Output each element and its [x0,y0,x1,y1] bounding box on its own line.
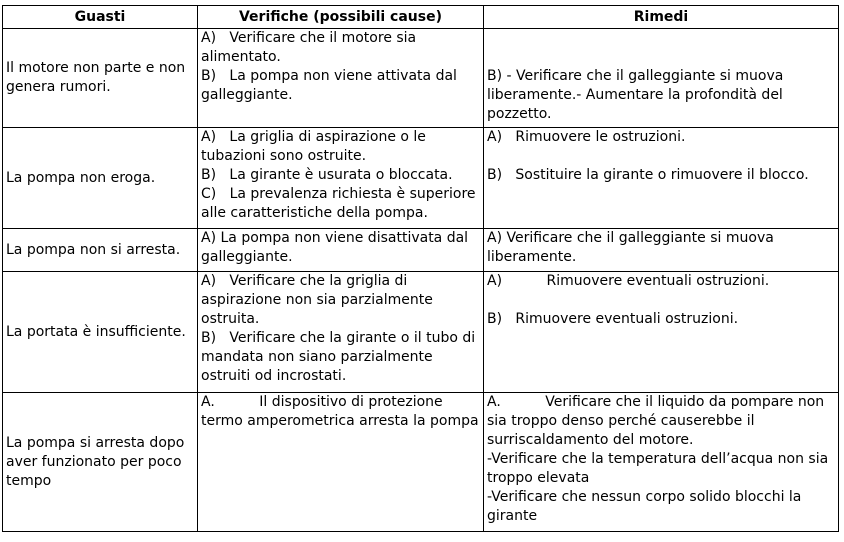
blank-line [487,29,835,48]
remedies-cell [484,393,839,532]
remedy-item: B) - Verificare che il galleggiante si muova liberamente.- Aumentare la profondità del pozzetto. [487,68,788,122]
header-row [3,6,839,29]
remedy-item: B) Rimuovere eventuali ostruzioni. [487,311,739,327]
check-item: B) La pompa non viene attivata dal galleggiante. [201,68,462,103]
remedy-item: A) Rimuovere eventuali ostruzioni. [487,273,770,289]
remedy-item: -Verificare che la temperatura dell’acqua non sia troppo elevata [487,451,833,486]
checks-cell [198,229,484,272]
remedy-item: B) Sostituire la girante o rimuovere il blocco. [487,167,809,183]
checks-cell [198,128,484,229]
header-verifiche: Verifiche (possibili cause) [198,6,484,29]
check-item: A) La pompa non viene disattivata dal galleggiante. [201,230,473,265]
checks-cell [198,272,484,393]
remedy-item: A) Verificare che il galleggiante si muova liberamente. [487,230,779,265]
table-row [3,272,839,393]
check-item: B) Verificare che la girante o il tubo di mandata non siano parzialmente ostruiti od incrostati. [201,330,480,384]
blank-line [487,48,835,67]
check-item: A) La griglia di aspirazione o le tubazioni sono ostruite. [201,129,431,164]
blank-line [487,147,835,166]
blank-line [487,291,835,310]
header-rimedi: Rimedi [484,6,839,29]
check-item: A) Verificare che il motore sia alimentato. [201,30,421,65]
fault-cell: La portata è insufficiente. [3,272,198,393]
remedies-cell [484,272,839,393]
remedy-item: A) Rimuovere le ostruzioni. [487,129,686,145]
table-row [3,29,839,128]
troubleshooting-table [2,5,839,532]
checks-cell [198,29,484,128]
fault-cell: La pompa non si arresta. [3,229,198,272]
troubleshooting-table-wrapper [2,5,839,532]
remedies-cell [484,29,839,128]
check-item: B) La girante è usurata o bloccata. [201,167,453,183]
remedies-cell [484,128,839,229]
check-item: A) Verificare che la griglia di aspirazione non sia parzialmente ostruita. [201,273,438,327]
table-row [3,128,839,229]
check-item: C) La prevalenza richiesta è superiore alle caratteristiche della pompa. [201,186,480,221]
remedy-item: A. Verificare che il liquido da pompare non sia troppo denso perché causerebbe il surriscaldamento del motore. [487,394,829,448]
fault-cell: La pompa non eroga. [3,128,198,229]
remedies-cell [484,229,839,272]
header-guasti: Guasti [3,6,198,29]
checks-cell [198,393,484,532]
check-item: A. Il dispositivo di protezione termo amperometrica arresta la pompa [201,394,479,429]
table-row [3,393,839,532]
table-row [3,229,839,272]
fault-cell: La pompa si arresta dopo aver funzionato per poco tempo [3,393,198,532]
fault-cell: Il motore non parte e non genera rumori. [3,29,198,128]
remedy-item: -Verificare che nessun corpo solido blocchi la girante [487,489,806,524]
